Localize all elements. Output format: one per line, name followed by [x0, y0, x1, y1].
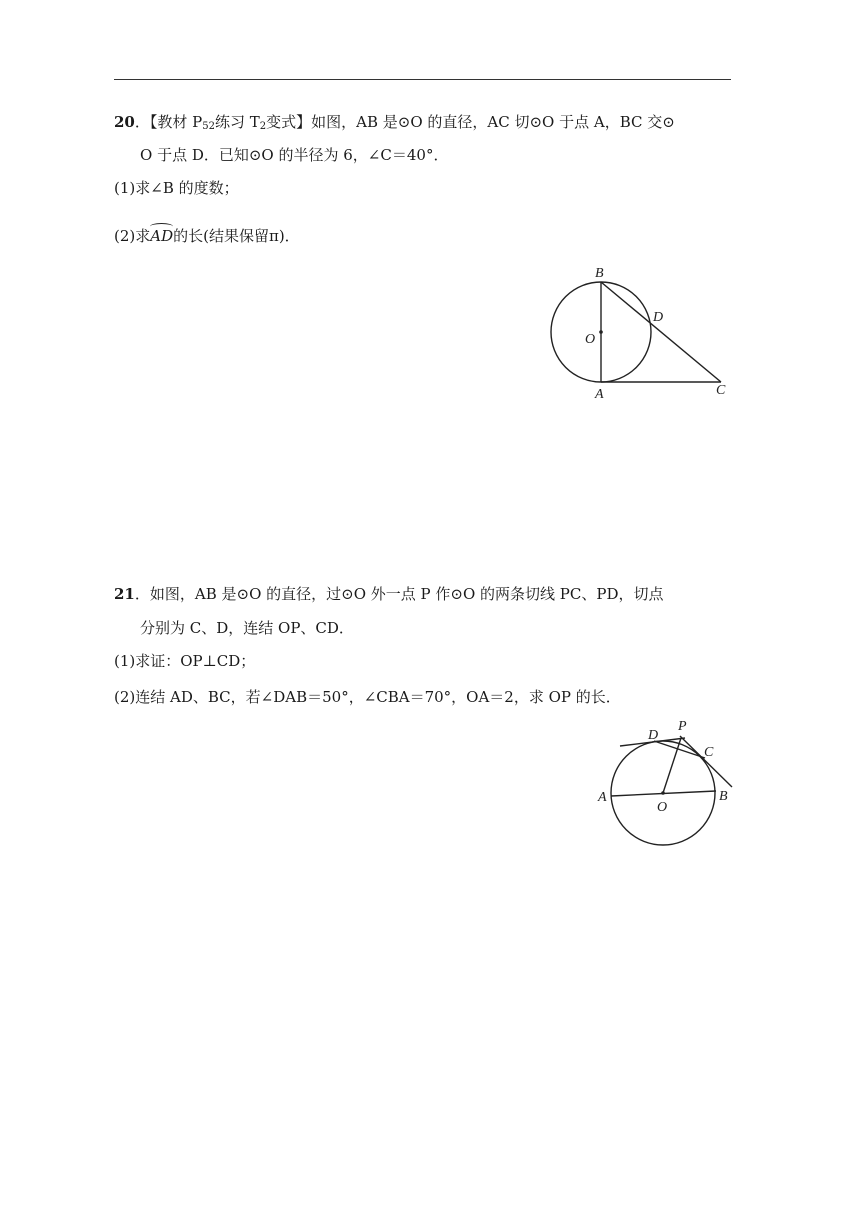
q21-label-b: B — [719, 789, 728, 804]
q21-tangent-pc — [680, 736, 732, 787]
q21-line1 — [114, 584, 664, 604]
arc-ad-symbol: AD — [150, 226, 173, 246]
q21-label-o: O — [657, 800, 668, 815]
q20-stem-line2: O 于点 D．已知⊙O 的半径为 6，∠C＝40°． — [140, 146, 449, 164]
q21-number: 21 — [114, 585, 135, 603]
q20-label-b: B — [595, 266, 604, 281]
q21-part2: (2)连结 AD、BC，若∠DAB＝50°，∠CBA＝70°，OA＝2，求 OP 的长． — [114, 688, 621, 706]
q21-part1: (1)求证：OP⊥CD； — [114, 652, 256, 670]
q20-part2: (2)求 AD的长(结果保留π)． — [114, 226, 300, 246]
q20-label-d: D — [653, 310, 664, 325]
header-rule — [114, 79, 731, 80]
q21-stem-line1: ．如图，AB 是⊙O 的直径，过⊙O 外一点 P 作⊙O 的两条切线 PC、PD，切点 — [134, 585, 664, 603]
q21-label-d: D — [648, 728, 659, 743]
q20-figure — [540, 260, 740, 405]
q20-secant-bc — [601, 282, 721, 382]
q21-label-a: A — [598, 790, 607, 805]
q20-stem-line1: 如图，AB 是⊙O 的直径，AC 切⊙O 于点 A，BC 交⊙ — [311, 113, 675, 131]
q20-label-c: C — [716, 383, 726, 398]
q20-label-o: O — [585, 332, 596, 347]
q20-line1 — [114, 112, 675, 132]
q21-label-c: C — [704, 745, 714, 760]
q21-segment-op — [663, 738, 681, 793]
q20-source-label: ．【教材 $P_{52}$练习 $T_2$变式】 — [134, 113, 312, 132]
q21-figure — [590, 712, 740, 852]
q21-stem-line2: 分别为 C、D，连结 OP、CD． — [140, 619, 354, 637]
q20-label-a: A — [595, 387, 604, 402]
q21-center-dot — [661, 791, 665, 795]
q21-label-p: P — [678, 719, 687, 734]
q20-number: 20 — [114, 113, 135, 131]
q20-part1: (1)求∠B 的度数； — [114, 179, 239, 197]
q20-center-dot — [599, 330, 603, 334]
